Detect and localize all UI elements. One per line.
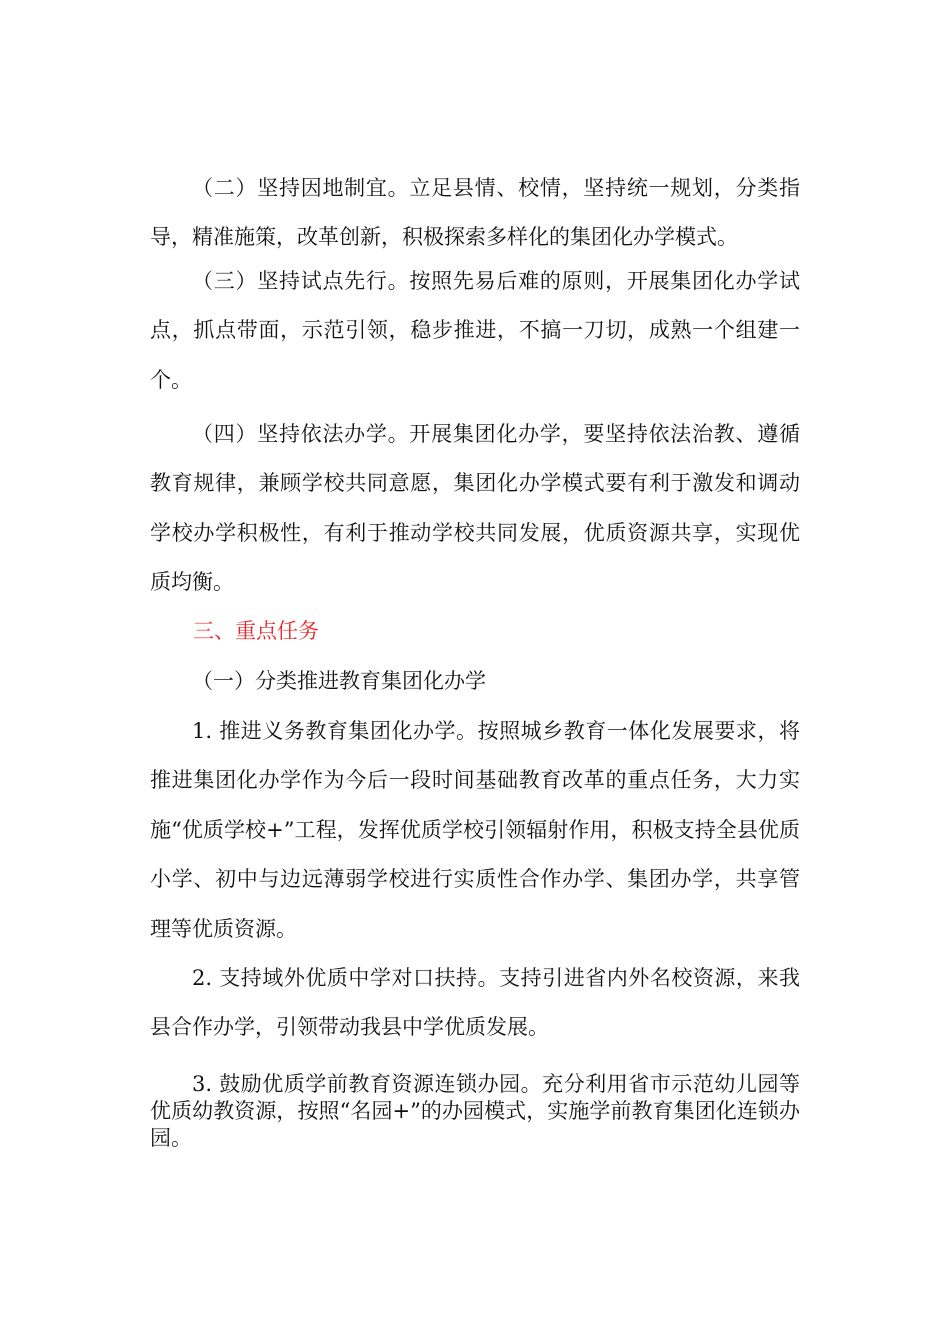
paragraph-task-1: 1. 推进义务教育集团化办学。按照城乡教育一体化发展要求，将推进集团化办学作为今后一段时间基础教育改革的重点任务，大力实施“优质学校+”工程，发挥优质学校引领辐射作用，积极支持全县优质小学、初中与边远薄弱学校进行实质性合作办学、集团办学，共享管理等优质资源。 — [150, 719, 800, 941]
paragraph-principle-2: （二）坚持因地制宜。立足县情、校情，坚持统一规划，分类指导，精准施策，改革创新，积极探索多样化的集团化办学模式。 — [150, 176, 800, 250]
paragraph-principle-3: （三）坚持试点先行。按照先易后难的原则，开展集团化办学试点，抓点带面，示范引领，稳步推进，不搞一刀切，成熟一个组建一个。 — [150, 269, 800, 392]
paragraph-task-3: 3. 鼓励优质学前教育资源连锁办园。充分利用省市示范幼儿园等优质幼教资源，按照“名园+”的办园模式，实施学前教育集团化连锁办园。 — [150, 1072, 800, 1150]
subheading-classified-promotion: （一）分类推进教育集团化办学 — [192, 669, 486, 693]
paragraph-task-2: 2. 支持域外优质中学对口扶持。支持引进省内外名校资源，来我县合作办学，引领带动我县中学优质发展。 — [150, 966, 800, 1040]
paragraph-principle-4: （四）坚持依法办学。开展集团化办学，要坚持依法治教、遵循教育规律，兼顾学校共同意愿，集团化办学模式要有利于激发和调动学校办学积极性，有利于推动学校共同发展，优质资源共享，实现优质均衡。 — [150, 422, 800, 595]
section-heading-key-tasks: 三、重点任务 — [193, 619, 319, 643]
